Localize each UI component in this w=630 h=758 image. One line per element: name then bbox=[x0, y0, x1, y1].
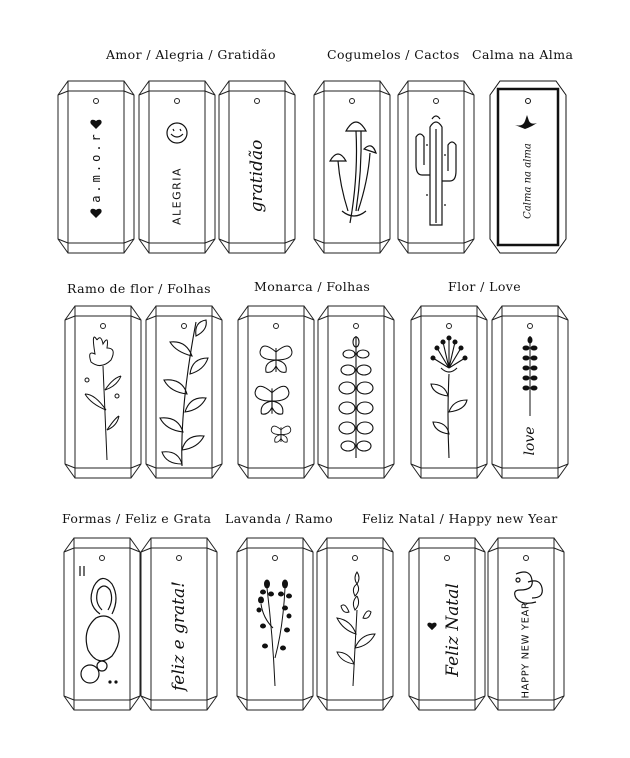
tag-folhas-2 bbox=[318, 306, 394, 478]
tag-text-love: love bbox=[522, 426, 538, 456]
tag-text-amor: a.m.o.r bbox=[89, 131, 103, 203]
tag-formas bbox=[64, 538, 140, 710]
flower-icon bbox=[333, 568, 377, 688]
tag-feliz-e-grata bbox=[141, 538, 217, 710]
tag-lavanda bbox=[237, 538, 313, 710]
tag-amor bbox=[58, 81, 134, 253]
tag-ramo bbox=[317, 538, 393, 710]
butterfly-icon bbox=[270, 422, 292, 446]
section-label-lavanda-ramo: Lavanda / Ramo bbox=[225, 511, 334, 526]
section-label-ramo-de-flor-folhas: Ramo de flor / Folhas bbox=[67, 281, 211, 296]
mushroom-icon bbox=[328, 111, 376, 231]
tag-folhas-1 bbox=[146, 306, 222, 478]
section-label-amor-alegria-gratidao: Amor / Alegria / Gratidão bbox=[106, 47, 276, 62]
leaf-branch-icon bbox=[338, 336, 374, 460]
heart-icon bbox=[90, 119, 102, 130]
section-label-formas-feliz-e-grata: Formas / Feliz e Grata bbox=[62, 511, 212, 526]
section-label-flor-love: Flor / Love bbox=[448, 279, 522, 294]
tag-text-calma-na-alma: Calma na alma bbox=[522, 143, 534, 219]
section-label-feliz-natal-happy-new-year: Feliz Natal / Happy new Year bbox=[362, 511, 558, 526]
tag-cactos bbox=[398, 81, 474, 253]
leaf-branch-icon bbox=[156, 316, 212, 468]
tag-love bbox=[492, 306, 568, 478]
tag-text-alegria: ALEGRIA bbox=[170, 166, 184, 226]
tag-text-gratidao: gratidão bbox=[247, 139, 267, 213]
tag-gratidao bbox=[219, 81, 295, 253]
abstract-shapes-icon bbox=[76, 564, 128, 696]
cactus-icon bbox=[414, 115, 458, 233]
heart-icon bbox=[427, 622, 437, 631]
lavender-icon bbox=[255, 568, 295, 688]
tag-flor bbox=[411, 306, 487, 478]
bird-icon bbox=[515, 115, 537, 131]
butterfly-icon bbox=[252, 382, 292, 418]
tag-text-happy-new-year: HAPPY NEW YEAR bbox=[520, 601, 532, 699]
section-label-calma-na-alma: Calma na Alma bbox=[472, 47, 574, 62]
tag-text-feliz-e-grata: feliz e grata! bbox=[169, 581, 189, 691]
tag-monarca bbox=[238, 306, 314, 478]
tag-calma-na-alma bbox=[490, 81, 566, 253]
lavender-icon bbox=[520, 336, 540, 416]
tag-alegria bbox=[139, 81, 215, 253]
heart-icon bbox=[90, 208, 102, 219]
tag-text-feliz-natal: Feliz Natal bbox=[443, 583, 463, 677]
butterfly-icon bbox=[258, 342, 294, 376]
section-label-cogumelos-cactos: Cogumelos / Cactos bbox=[327, 47, 460, 62]
tag-cogumelos bbox=[314, 81, 390, 253]
flower-icon bbox=[77, 330, 127, 465]
smiley-icon bbox=[165, 121, 189, 145]
tag-feliz-natal bbox=[409, 538, 485, 710]
flower-icon bbox=[427, 334, 471, 460]
tag-happy-new-year bbox=[488, 538, 564, 710]
section-label-monarca-folhas: Monarca / Folhas bbox=[254, 279, 371, 294]
tag-ramo-de-flor bbox=[65, 306, 141, 478]
